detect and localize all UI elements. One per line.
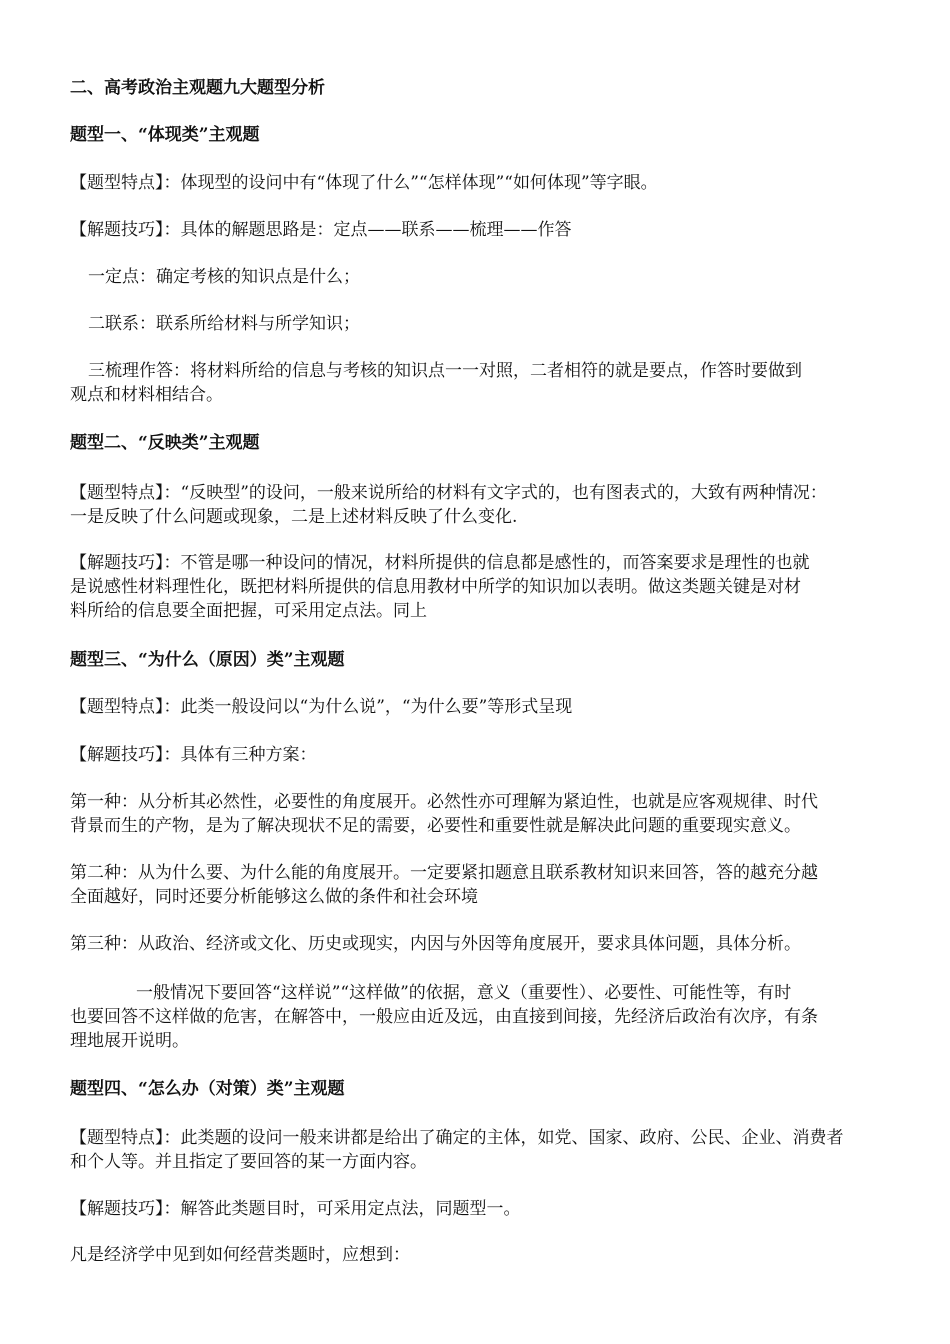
- section-3-note-line-3: 理地展开说明。: [70, 1031, 189, 1051]
- section-1-step-2: 二联系：联系所给材料与所学知识；: [88, 314, 360, 334]
- section-1-heading: 题型一、“体现类”主观题: [70, 125, 260, 145]
- section-4-technique: 【解题技巧】：解答此类题目时，可采用定点法，同题型一。: [70, 1199, 521, 1219]
- section-3-method-2-line-1: 第二种：从为什么要、为什么能的角度展开。一定要紧扣题意且联系教材知识来回答，答的越充分越: [70, 863, 818, 883]
- section-1-step-3: 三梳理作答：将材料所给的信息与考核的知识点一一对照，二者相符的就是要点，作答时要做到: [88, 361, 802, 381]
- section-2-heading: 题型二、“反映类”主观题: [70, 433, 260, 453]
- section-1-technique: 【解题技巧】：具体的解题思路是：定点——联系——梳理——作答: [70, 220, 572, 240]
- section-2-technique-line-1: 【解题技巧】：不管是哪一种设问的情况，材料所提供的信息都是感性的，而答案要求是理性的也就: [70, 553, 810, 573]
- section-3-method-1-line-1: 第一种：从分析其必然性，必要性的角度展开。必然性亦可理解为紧迫性，也就是应客观规律、时代: [70, 792, 818, 812]
- section-3-technique: 【解题技巧】：具体有三种方案：: [70, 745, 317, 765]
- section-3-method-2-line-2: 全面越好，同时还要分析能够这么做的条件和社会环境: [70, 887, 478, 907]
- section-3-feature: 【题型特点】：此类一般设问以“为什么说”，“为什么要”等形式呈现: [70, 697, 573, 717]
- section-4-heading: 题型四、“怎么办（对策）类”主观题: [70, 1079, 345, 1099]
- section-4-feature-line-1: 【题型特点】：此类题的设问一般来讲都是给出了确定的主体，如党、国家、政府、公民、企业、消费者: [70, 1128, 844, 1148]
- section-3-note-line-1: 一般情况下要回答“这样说”“这样做”的依据，意义（重要性）、必要性、可能性等，有时: [136, 983, 792, 1003]
- section-2-technique-line-3: 料所给的信息要全面把握，可采用定点法。同上: [70, 601, 427, 621]
- section-3-method-1-line-2: 背景而生的产物，是为了解决现状不足的需要，必要性和重要性就是解决此问题的重要现实意义。: [70, 816, 801, 836]
- section-2-feature-line-2: 一是反映了什么问题或现象，二是上述材料反映了什么变化.: [70, 507, 518, 527]
- section-3-method-3: 第三种：从政治、经济或文化、历史或现实，内因与外因等角度展开，要求具体问题，具体分析。: [70, 934, 801, 954]
- section-2-feature-line-1: 【题型特点】：“反映型”的设问，一般来说所给的材料有文字式的，也有图表式的，大致有两种情况：: [70, 483, 827, 503]
- section-2-technique-line-2: 是说感性材料理性化，既把材料所提供的信息用教材中所学的知识加以表明。做这类题关键是对材: [70, 577, 801, 597]
- section-3-note-line-2: 也要回答不这样做的危害，在解答中，一般应由近及远，由直接到间接，先经济后政治有次序，有条: [70, 1007, 818, 1027]
- main-heading: 二、高考政治主观题九大题型分析: [70, 78, 325, 98]
- section-4-tail: 凡是经济学中见到如何经营类题时，应想到：: [70, 1245, 410, 1265]
- section-4-feature-line-2: 和个人等。并且指定了要回答的某一方面内容。: [70, 1152, 427, 1172]
- section-1-step-1: 一定点：确定考核的知识点是什么；: [88, 267, 360, 287]
- section-3-heading: 题型三、“为什么（原因）类”主观题: [70, 650, 345, 670]
- section-1-feature: 【题型特点】：体现型的设问中有“体现了什么”“怎样体现”“如何体现”等字眼。: [70, 173, 658, 193]
- section-1-step-3-cont: 观点和材料相结合。: [70, 385, 223, 405]
